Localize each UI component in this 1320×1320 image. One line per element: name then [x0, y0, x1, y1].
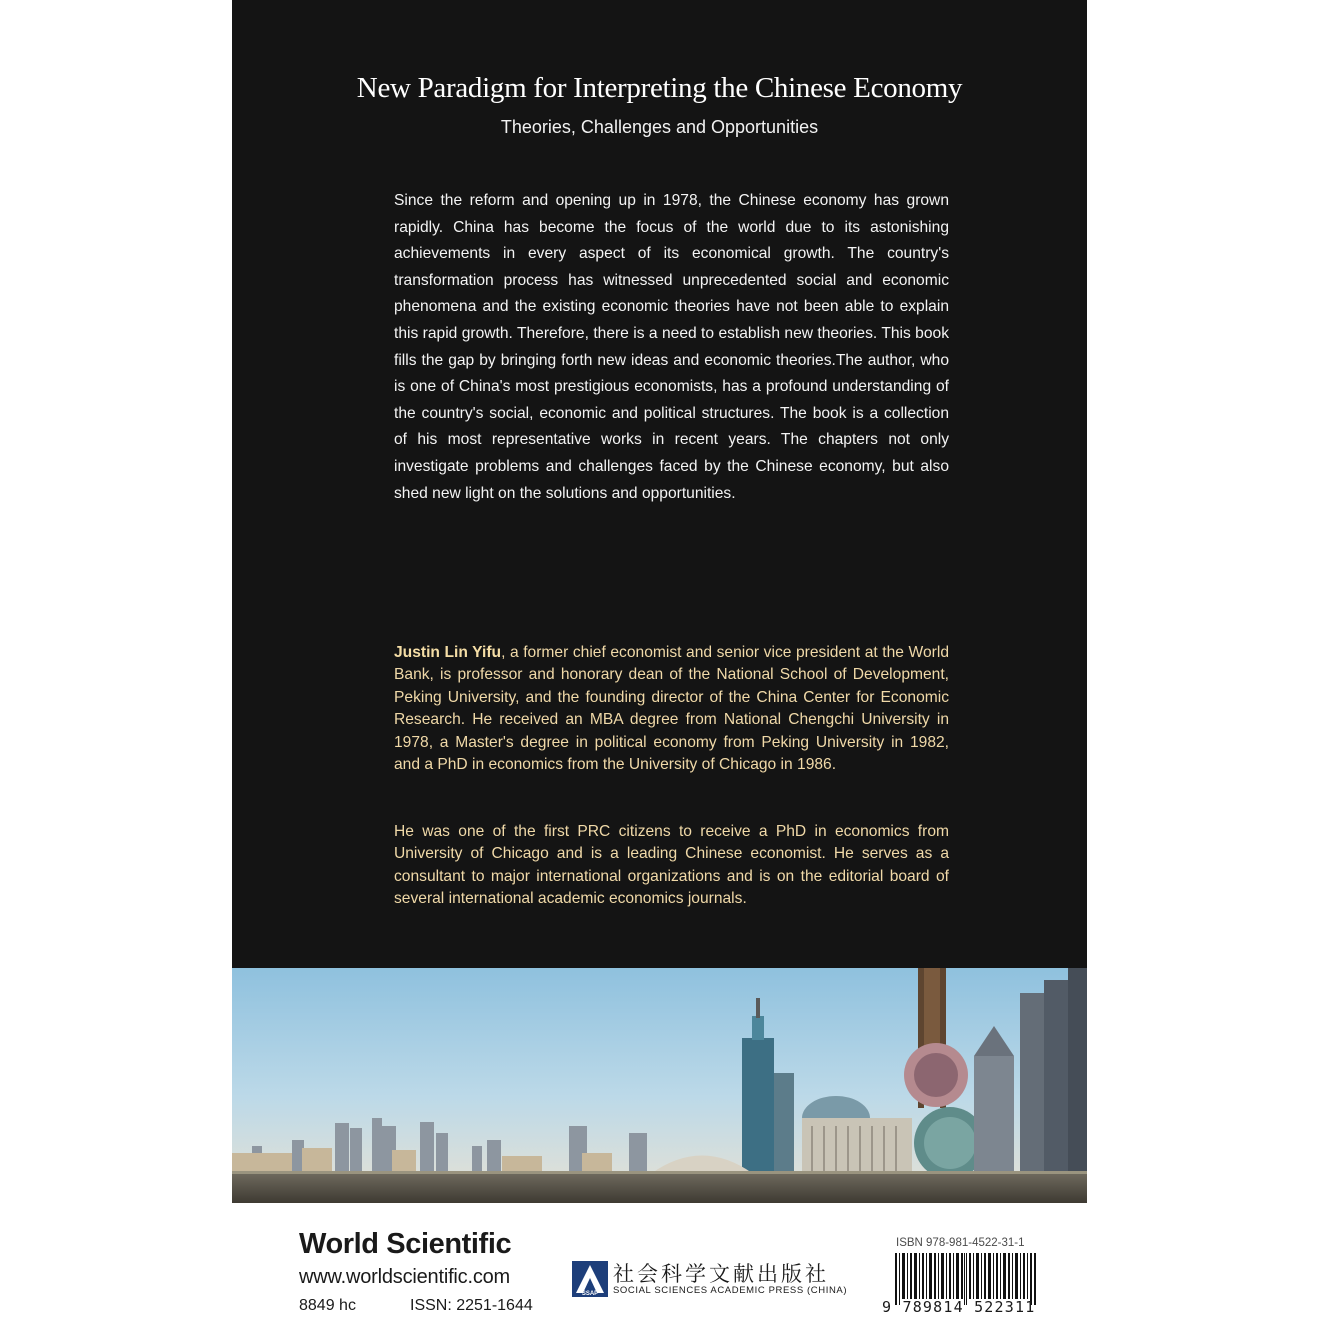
book-description: Since the reform and opening up in 1978, the Chinese economy has grown rapidly. China has become the focus of the world due to its astonishing achievements in every aspect of its economical growth. The country's transformation process has witnessed unprecedented social and economic phenomena and the existing economic theories have not been able to explain this rapid growth. Therefore, there is a need to establish new theories. This book fills the gap by bringing forth new ideas and economic theories.The author, who is one of China's most prestigious economists, has a profound understanding of the country's social, economic and political structures. The book is a collection of his most representative works in recent years. The chapters not only investigate problems and challenges faced by the Chinese economy, but also shed new light on the solutions and opportunities.: [394, 192, 949, 502]
isbn-label: ISBN 978-981-4522-31-1: [896, 1237, 1025, 1249]
ssap-logo: [572, 1261, 608, 1297]
author-bio-paragraph-2: He was one of the first PRC citizens to receive a PhD in economics from University of Chicago and is a leading Chinese economist. He serves as a consultant to major international organizations and is on the editorial board of several international academic economics journals.: [394, 823, 949, 908]
copublisher-name-chinese: 社会科学文献出版社: [613, 1262, 829, 1286]
publisher-name: World Scientific: [299, 1228, 512, 1260]
author-bio-paragraph: [394, 642, 949, 776]
book-title: New Paradigm for Interpreting the Chinese Economy: [356, 72, 963, 104]
author-bio-text: , a former chief economist and senior vice president at the World Bank, is professor and honorary dean of the National School of Development, Peking University, and the founding director of the China Center for Economic Research. He received an MBA degree from National Chengchi University in 1978, a Master's degree in political economy from Peking University in 1982, and a PhD in economics from the University of Chicago in 1986.: [394, 644, 949, 774]
city-skyline-photo: [232, 968, 1087, 1203]
copublisher-name-english: SOCIAL SCIENCES ACADEMIC PRESS (CHINA): [613, 1285, 848, 1296]
barcode-digits: 9 789814 522311: [882, 1298, 1036, 1316]
back-cover: [232, 0, 1087, 1203]
issn: ISSN: 2251-1644: [410, 1297, 533, 1314]
ssap-logo-text: SSAP: [581, 1291, 599, 1297]
book-subtitle: Theories, Challenges and Opportunities: [500, 117, 819, 137]
author-name: Justin Lin Yifu: [394, 644, 502, 661]
publisher-url: www.worldscientific.com: [299, 1266, 511, 1288]
catalog-code: 8849 hc: [299, 1297, 356, 1314]
